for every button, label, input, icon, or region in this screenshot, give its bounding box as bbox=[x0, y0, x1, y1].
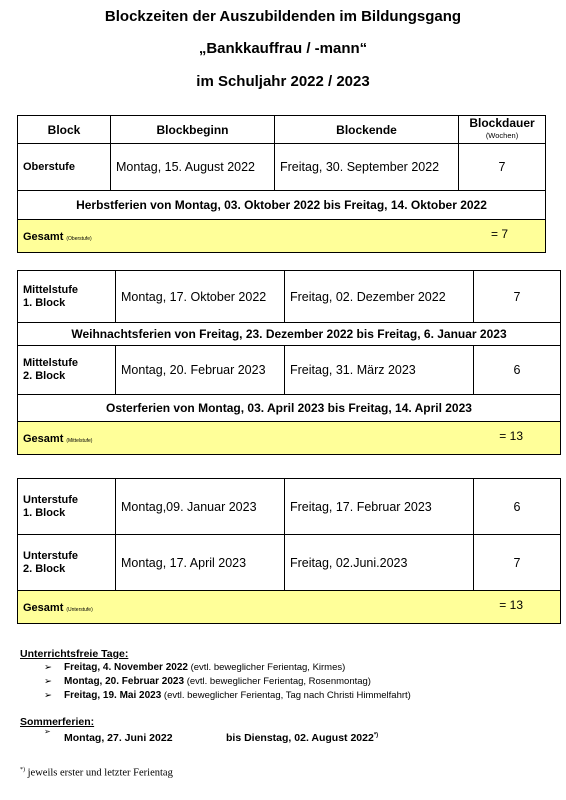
gesamt-value: = 7 bbox=[490, 227, 508, 241]
list-item bbox=[44, 676, 371, 687]
gesamt-value: = 13 bbox=[499, 429, 523, 443]
block-name bbox=[18, 271, 116, 323]
block-name-line-2: 2. Block bbox=[23, 370, 66, 382]
header-blockdauer-label: Blockdauer bbox=[469, 116, 535, 130]
block-begin: Montag,09. Januar 2023 bbox=[116, 479, 285, 535]
block-weeks: 7 bbox=[474, 535, 561, 591]
list-item bbox=[44, 662, 345, 673]
free-day-date: Montag, 20. Februar 2023 bbox=[64, 676, 185, 687]
table-header-row bbox=[18, 116, 546, 144]
arrow-bullet-icon: ➢ bbox=[44, 662, 52, 673]
unterrichtsfreie-heading bbox=[20, 648, 128, 660]
free-day-note: (evtl. beweglicher Ferientag, Kirmes) bbox=[190, 662, 346, 673]
osterferien-text: Osterferien von Montag, 03. April 2023 bis Freitag, 14. April 2023 bbox=[18, 395, 561, 422]
table-row bbox=[18, 271, 561, 323]
title-line-2: „Bankkauffrau / -mann“ bbox=[198, 40, 368, 57]
table-row bbox=[18, 479, 561, 535]
sommer-from: Montag, 27. Juni 2022 bbox=[64, 732, 173, 744]
gesamt-cell bbox=[18, 220, 546, 253]
gesamt-row bbox=[18, 422, 561, 455]
gesamt-value: = 13 bbox=[499, 598, 523, 612]
block-name-line-2: 2. Block bbox=[23, 562, 66, 575]
list-item bbox=[44, 690, 411, 701]
free-day-note: (evtl. beweglicher Ferientag, Tag nach Christi Himmelfahrt) bbox=[163, 690, 411, 701]
table-row bbox=[18, 144, 546, 191]
block-name-line-1: Unterstufe bbox=[23, 493, 79, 506]
gesamt-row bbox=[18, 591, 561, 624]
block-name: Oberstufe bbox=[18, 144, 111, 191]
gesamt-small: (Oberstufe) bbox=[66, 236, 92, 242]
block-begin: Montag, 17. April 2023 bbox=[116, 535, 285, 591]
block-begin: Montag, 20. Februar 2023 bbox=[116, 346, 285, 395]
block-name bbox=[18, 535, 116, 591]
footnote-mark: *) bbox=[20, 767, 25, 773]
sommerferien-heading bbox=[20, 716, 94, 728]
free-day-date: Freitag, 19. Mai 2023 bbox=[64, 690, 162, 701]
sommer-arrow-icon: ➢ bbox=[44, 727, 51, 736]
block-end: Freitag, 31. März 2023 bbox=[285, 346, 474, 395]
block-begin: Montag, 17. Oktober 2022 bbox=[116, 271, 285, 323]
header-blockdauer-unit: (Wochen) bbox=[485, 131, 519, 140]
footnote-text: jeweils erster und letzter Ferientag bbox=[27, 767, 173, 779]
block-end: Freitag, 02. Dezember 2022 bbox=[285, 271, 474, 323]
ferien-row bbox=[18, 323, 561, 346]
block-begin: Montag, 15. August 2022 bbox=[111, 144, 275, 191]
block-name-line-1: Mittelstufe bbox=[23, 357, 78, 369]
block-weeks: 7 bbox=[474, 271, 561, 323]
block-weeks: 6 bbox=[474, 346, 561, 395]
sommer-footnote-mark: *) bbox=[373, 732, 379, 739]
unterstufe-table bbox=[17, 478, 561, 624]
gesamt-label: Gesamt bbox=[23, 433, 64, 445]
title-line-3: im Schuljahr 2022 / 2023 bbox=[196, 73, 370, 90]
block-name bbox=[18, 479, 116, 535]
title-line-1: Blockzeiten der Auszubildenden im Bildungsgang bbox=[104, 8, 462, 25]
header-block: Block bbox=[18, 116, 111, 144]
sommer-to bbox=[226, 732, 378, 744]
sommerferien-heading-text: Sommerferien: bbox=[20, 716, 95, 728]
ferien-row bbox=[18, 191, 546, 220]
gesamt-small: (Mittelstufe) bbox=[66, 438, 93, 444]
mittelstufe-table bbox=[17, 270, 561, 455]
block-end: Freitag, 17. Februar 2023 bbox=[285, 479, 474, 535]
block-weeks: 6 bbox=[474, 479, 561, 535]
header-blockende: Blockende bbox=[275, 116, 459, 144]
block-weeks: 7 bbox=[459, 144, 546, 191]
block-end: Freitag, 30. September 2022 bbox=[275, 144, 459, 191]
block-name-line-2: 1. Block bbox=[23, 296, 66, 309]
gesamt-cell bbox=[18, 591, 561, 624]
block-end: Freitag, 02.Juni.2023 bbox=[285, 535, 474, 591]
free-day-note: (evtl. beweglicher Ferientag, Rosenmontag) bbox=[186, 676, 371, 687]
block-name-line-2: 1. Block bbox=[23, 506, 66, 519]
arrow-bullet-icon: ➢ bbox=[44, 690, 52, 701]
unterrichtsfreie-heading-text: Unterrichtsfreie Tage: bbox=[20, 648, 129, 660]
gesamt-label: Gesamt bbox=[23, 602, 64, 614]
table-row bbox=[18, 535, 561, 591]
table-row bbox=[18, 346, 561, 395]
gesamt-small: (Unterstufe) bbox=[66, 607, 93, 613]
gesamt-row bbox=[18, 220, 546, 253]
block-name-line-1: Unterstufe bbox=[23, 549, 79, 562]
arrow-bullet-icon: ➢ bbox=[44, 676, 52, 687]
footnote bbox=[20, 767, 173, 779]
gesamt-label: Gesamt bbox=[23, 231, 64, 243]
oberstufe-table bbox=[17, 115, 546, 253]
block-name-line-1: Mittelstufe bbox=[23, 283, 78, 296]
herbstferien-text: Herbstferien von Montag, 03. Oktober 2022 bis Freitag, 14. Oktober 2022 bbox=[18, 191, 546, 220]
header-blockdauer bbox=[459, 116, 546, 144]
header-blockbeginn: Blockbeginn bbox=[111, 116, 275, 144]
block-name bbox=[18, 346, 116, 395]
ferien-row bbox=[18, 395, 561, 422]
weihnachtsferien-text: Weihnachtsferien von Freitag, 23. Dezember 2022 bis Freitag, 6. Januar 2023 bbox=[18, 323, 561, 346]
sommer-to-text: bis Dienstag, 02. August 2022 bbox=[226, 732, 374, 744]
free-day-date: Freitag, 4. November 2022 bbox=[64, 662, 188, 673]
gesamt-cell bbox=[18, 422, 561, 455]
